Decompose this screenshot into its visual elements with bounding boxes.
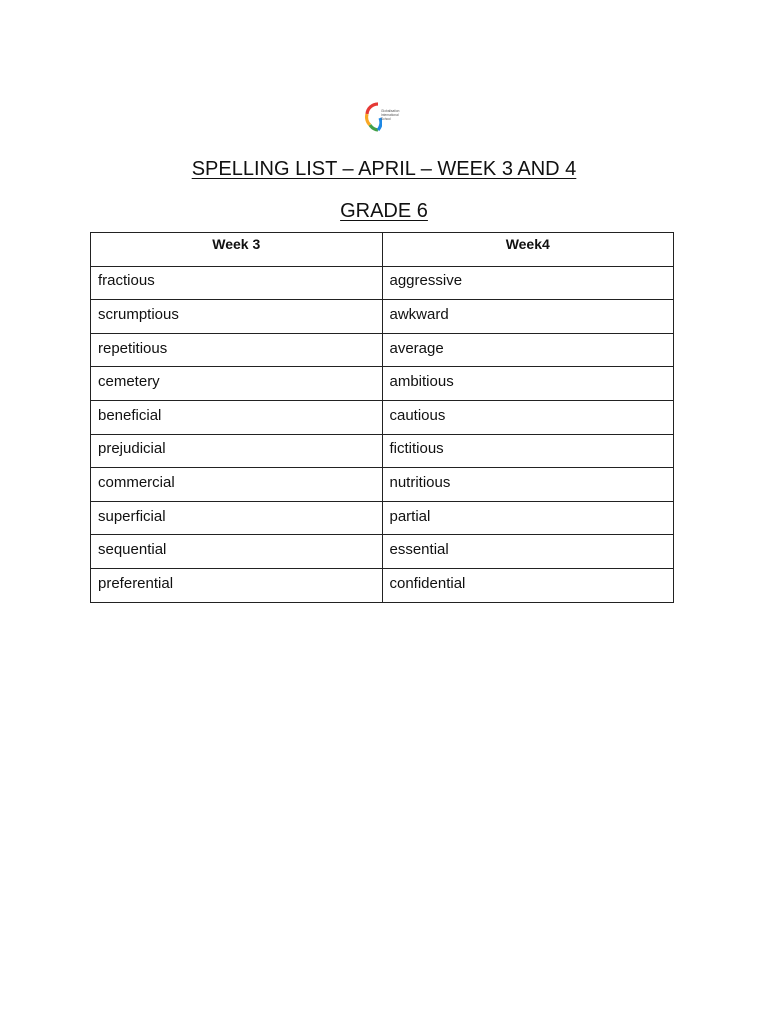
table-cell: prejudicial — [91, 434, 383, 468]
table-row — [91, 468, 674, 502]
table-row — [91, 367, 674, 401]
school-logo — [364, 100, 408, 134]
table-row — [91, 266, 674, 300]
table-cell: confidential — [382, 568, 674, 602]
table-cell: cemetery — [91, 367, 383, 401]
table-row — [91, 300, 674, 334]
table-row — [91, 568, 674, 602]
table-cell: sequential — [91, 535, 383, 569]
column-header-week-3: Week 3 — [91, 233, 383, 267]
table-cell: preferential — [91, 568, 383, 602]
table-cell: repetitious — [91, 333, 383, 367]
grade-subtitle: GRADE 6 — [340, 200, 428, 222]
table-cell: superficial — [91, 501, 383, 535]
spelling-table — [90, 232, 674, 603]
table-cell: ambitious — [382, 367, 674, 401]
table-header-row — [91, 233, 674, 267]
table-row — [91, 535, 674, 569]
table-cell: nutritious — [382, 468, 674, 502]
table-cell: beneficial — [91, 400, 383, 434]
table-cell: cautious — [382, 400, 674, 434]
table-cell: fictitious — [382, 434, 674, 468]
column-header-week-4: Week4 — [382, 233, 674, 267]
table-row — [91, 434, 674, 468]
school-logo-icon — [364, 100, 382, 134]
table-row — [91, 400, 674, 434]
page-title: SPELLING LIST – APRIL – WEEK 3 AND 4 — [191, 158, 577, 180]
table-row — [91, 501, 674, 535]
table-cell: average — [382, 333, 674, 367]
table-cell: essential — [382, 535, 674, 569]
table-cell: aggressive — [382, 266, 674, 300]
table-cell: commercial — [91, 468, 383, 502]
table-cell: partial — [382, 501, 674, 535]
table-cell: awkward — [382, 300, 674, 334]
table-cell: scrumptious — [91, 300, 383, 334]
logo-text: Globalisation International School — [381, 109, 400, 121]
table-cell: fractious — [91, 266, 383, 300]
table-row — [91, 333, 674, 367]
